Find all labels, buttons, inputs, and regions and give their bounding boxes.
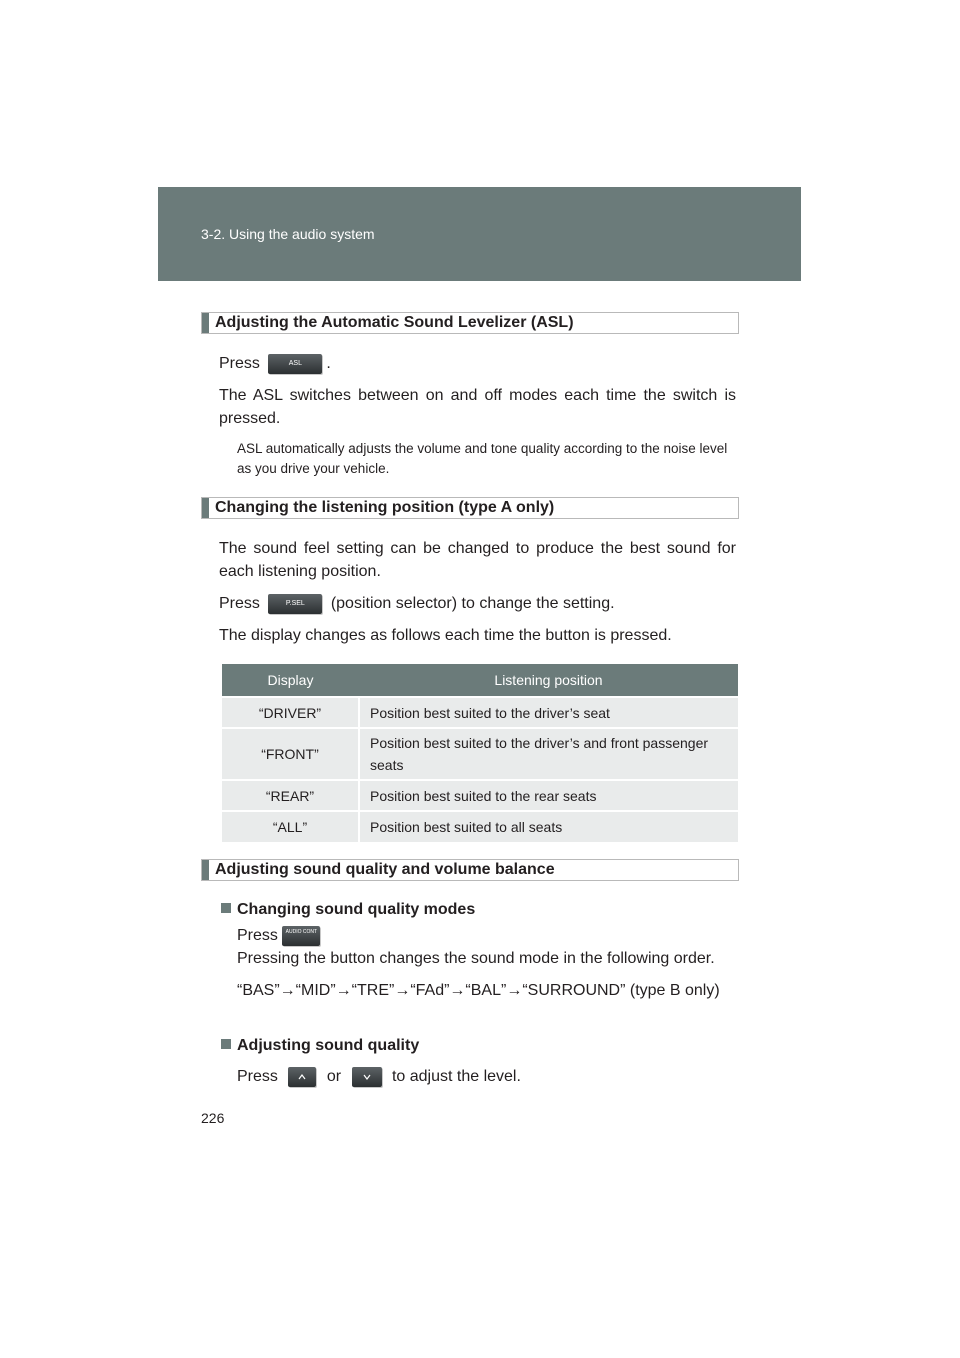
square-bullet-icon — [221, 1039, 231, 1049]
listening-intro: The sound feel setting can be changed to produce the best sound for each listening position. — [219, 540, 736, 580]
adjust-after-text: to adjust the level. — [391, 1068, 521, 1085]
square-bullet-icon — [221, 903, 231, 913]
cell-position: Position best suited to the rear seats — [359, 780, 738, 811]
listening-press-line — [219, 592, 615, 615]
press-text: Press — [237, 927, 278, 944]
table-row — [222, 811, 738, 842]
adjust-subheading — [221, 1034, 419, 1057]
table-header-row — [222, 664, 738, 697]
header-display: Display — [222, 664, 359, 697]
asl-body: The ASL switches between on and off modes each time the switch is pressed. — [219, 387, 736, 427]
asl-note: ASL automatically adjusts the volume and tone quality according to the noise level as you drive your vehicle. — [237, 441, 728, 476]
down-button[interactable] — [352, 1067, 382, 1087]
up-button[interactable] — [288, 1067, 316, 1087]
section-asl-title: Adjusting the Automatic Sound Levelizer (ASL) — [215, 314, 574, 331]
asl-button[interactable]: ASL — [268, 354, 322, 374]
display-changes-text: The display changes as follows each time the button is pressed. — [219, 627, 672, 644]
cell-display: “ALL” — [222, 811, 359, 842]
press-text: Press — [237, 1068, 278, 1085]
cell-display: “REAR” — [222, 780, 359, 811]
section-listening-heading — [201, 497, 739, 519]
page-number: 226 — [201, 1110, 225, 1126]
table-row — [222, 780, 738, 811]
cell-position: Position best suited to the driver’s seat — [359, 697, 738, 728]
table-row — [222, 728, 738, 780]
chevron-down-icon — [352, 1067, 382, 1087]
heading-bar — [202, 498, 209, 518]
psel-description: (position selector) to change the setting. — [330, 595, 615, 612]
chevron-up-icon — [288, 1067, 316, 1087]
press-text: Press — [219, 595, 260, 612]
audio-cont-button[interactable]: AUDIO CONT — [282, 926, 320, 946]
order-text: Pressing the button changes the sound mode in the following order. — [237, 950, 715, 967]
cell-display: “FRONT” — [222, 728, 359, 780]
adjust-press-line — [237, 1065, 521, 1088]
header-position: Listening position — [359, 664, 738, 697]
section-balance-title: Adjusting sound quality and volume balance — [215, 861, 555, 878]
psel-button[interactable]: P.SEL — [268, 594, 322, 614]
page-header — [158, 187, 801, 281]
mode-sequence: “BAS”→“MID”→“TRE”→“FAd”→“BAL”→“SURROUND” (type B only) — [237, 982, 720, 999]
cell-position: Position best suited to all seats — [359, 811, 738, 842]
press-text: Press — [219, 355, 260, 372]
modes-heading-text: Changing sound quality modes — [237, 901, 476, 918]
breadcrumb: 3-2. Using the audio system — [201, 226, 375, 242]
section-listening-title: Changing the listening position (type A only) — [215, 499, 555, 516]
audio-press-line — [237, 924, 320, 947]
asl-press-line — [219, 352, 331, 375]
heading-bar — [202, 860, 209, 880]
modes-subheading — [221, 898, 475, 921]
heading-bar — [202, 313, 209, 333]
or-text: or — [326, 1068, 342, 1085]
section-balance-heading — [201, 859, 739, 881]
cell-display: “DRIVER” — [222, 697, 359, 728]
cell-position: Position best suited to the driver’s and front passenger seats — [359, 728, 738, 780]
listening-position-table — [222, 664, 738, 842]
adjust-heading-text: Adjusting sound quality — [237, 1037, 420, 1054]
press-period: . — [326, 355, 331, 372]
table-row — [222, 697, 738, 728]
section-asl-heading — [201, 312, 739, 334]
